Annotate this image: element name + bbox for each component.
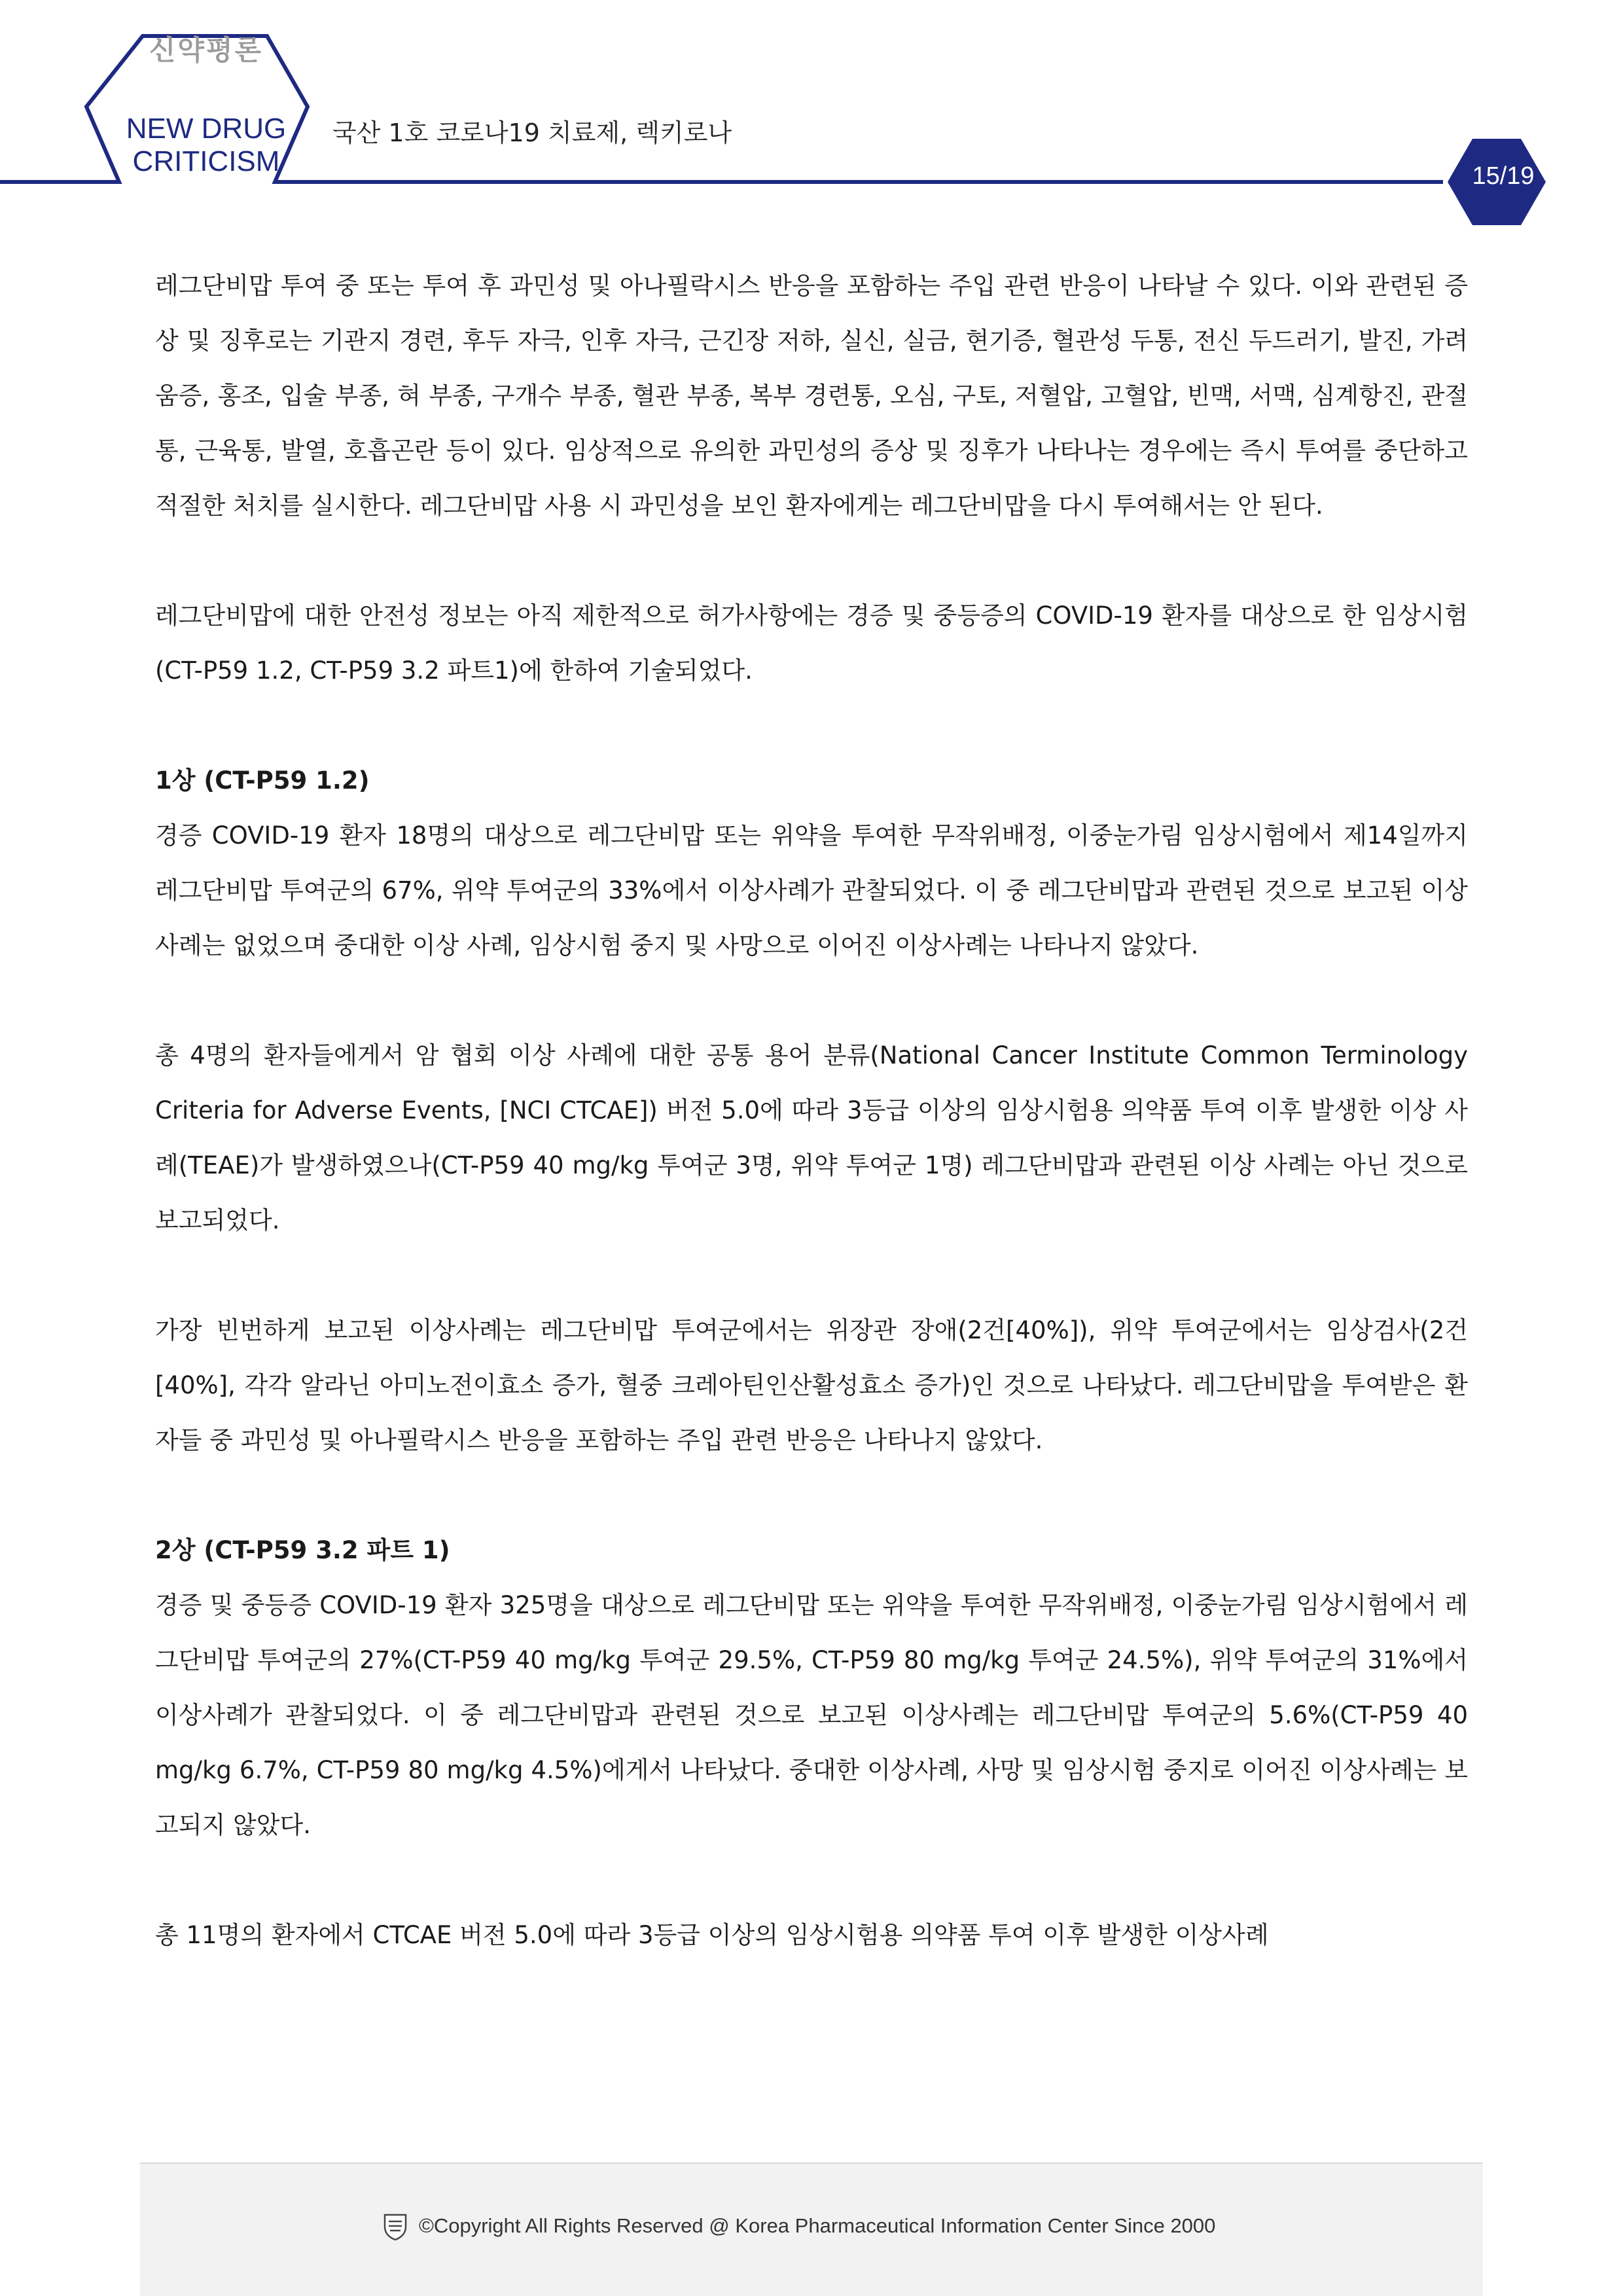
page-number: 15/19 bbox=[1472, 162, 1535, 190]
document-title: 국산 1호 코로나19 치료제, 렉키로나 bbox=[332, 118, 732, 147]
shield-logo-icon bbox=[382, 2212, 408, 2241]
section-heading-phase2: 2상 (CT-P59 3.2 파트 1) bbox=[155, 1536, 450, 1564]
paragraph-phase1-overview: 경증 COVID-19 환자 18명의 대상으로 레그단비맙 또는 위약을 투여한 무작위배정, 이중눈가림 임상시험에서 제14일까지 레그단비맙 투여군의 67%, 위약 투여군의 33%에서 이상사례가 관찰되었다. 이 중 레그단비맙과 관련된 것으로 보고된 이상사례는 없었으며 중대한 이상 사례, 임상시험 중지 및 사망으로 이어진 이상사례는 나타나지 않았다. bbox=[155, 821, 1468, 960]
brand-english-line2: CRITICISM bbox=[132, 145, 280, 177]
brand-english-line1: NEW DRUG bbox=[126, 113, 287, 145]
paragraph-phase2-overview: 경증 및 중등증 COVID-19 환자 325명을 대상으로 레그단비맙 또는 위약을 투여한 무작위배정, 이중눈가림 임상시험에서 레그단비맙 투여군의 27%(CT-P59 40 mg/kg 투여군 29.5%, CT-P59 80 mg/kg 투여군 24.5%), 위약 투여군의 31%에서 이상사례가 관찰되었다. 이 중 레그단비맙과 관련된 것으로 보고된 이상사례는 레그단비맙 투여군의 5.6%(CT-P59 40 mg/kg 6.7%, CT-P59 80 mg/kg 4.5%)에게서 나타났다. 중대한 이상사례, 사망 및 임상시험 중지로 이어진 이상사례는 보고되지 않았다. bbox=[155, 1591, 1468, 1839]
paragraph-hypersensitivity: 레그단비맙 투여 중 또는 투여 후 과민성 및 아나필락시스 반응을 포함하는 주입 관련 반응이 나타날 수 있다. 이와 관련된 증상 및 징후로는 기관지 경련, 후두 자극, 인후 자극, 근긴장 저하, 실신, 실금, 현기증, 혈관성 두통, 전신 두드러기, 발진, 가려움증, 홍조, 입술 부종, 혀 부종, 구개수 부종, 혈관 부종, 복부 경련통, 오심, 구토, 저혈압, 고혈압, 빈맥, 서맥, 심계항진, 관절통, 근육통, 발열, 호흡곤란 등이 있다. 임상적으로 유의한 과민성의 증상 및 징후가 나타나는 경우에는 즉시 투여를 중단하고 적절한 처치를 실시한다. 레그단비맙 사용 시 과민성을 보인 환자에게는 레그단비맙을 다시 투여해서는 안 된다. bbox=[155, 272, 1468, 520]
paragraph-phase1-frequent: 가장 빈번하게 보고된 이상사례는 레그단비맙 투여군에서는 위장관 장애(2건[40%]), 위약 투여군에서는 임상검사(2건[40%], 각각 알라닌 아미노전이효소 증가, 혈중 크레아틴인산활성효소 증가)인 것으로 나타났다. 레그단비맙을 투여받은 환자들 중 과민성 및 아나필락시스 반응을 포함하는 주입 관련 반응은 나타나지 않았다. bbox=[155, 1316, 1468, 1454]
brand-korean: 신약평론 bbox=[149, 34, 264, 66]
paragraph-safety-info: 레그단비맙에 대한 안전성 정보는 아직 제한적으로 허가사항에는 경증 및 중등증의 COVID-19 환자를 대상으로 한 임상시험(CT-P59 1.2, CT-P59 3.2 파트1)에 한하여 기술되었다. bbox=[155, 601, 1468, 685]
paragraph-phase1-ctcae: 총 4명의 환자들에게서 암 협회 이상 사례에 대한 공통 용어 분류(National Cancer Institute Common Terminology Criteria for Adverse Events, [NCI CTCAE]) 버전 5.0에 따라 3등급 이상의 임상시험용 의약품 투여 이후 발생한 이상 사례(TEAE)가 발생하였으나(CT-P59 40 mg/kg 투여군 3명, 위약 투여군 1명) 레그단비맙과 관련된 이상 사례는 아닌 것으로 보고되었다. bbox=[155, 1041, 1468, 1234]
copyright-text: ©Copyright All Rights Reserved @ Korea Pharmaceutical Information Center Since 2000 bbox=[419, 2214, 1216, 2237]
document-body bbox=[155, 259, 1468, 1963]
section-heading-phase1: 1상 (CT-P59 1.2) bbox=[155, 766, 370, 795]
paragraph-phase2-ctcae: 총 11명의 환자에서 CTCAE 버전 5.0에 따라 3등급 이상의 임상시험용 의약품 투여 이후 발생한 이상사례 bbox=[155, 1921, 1269, 1949]
